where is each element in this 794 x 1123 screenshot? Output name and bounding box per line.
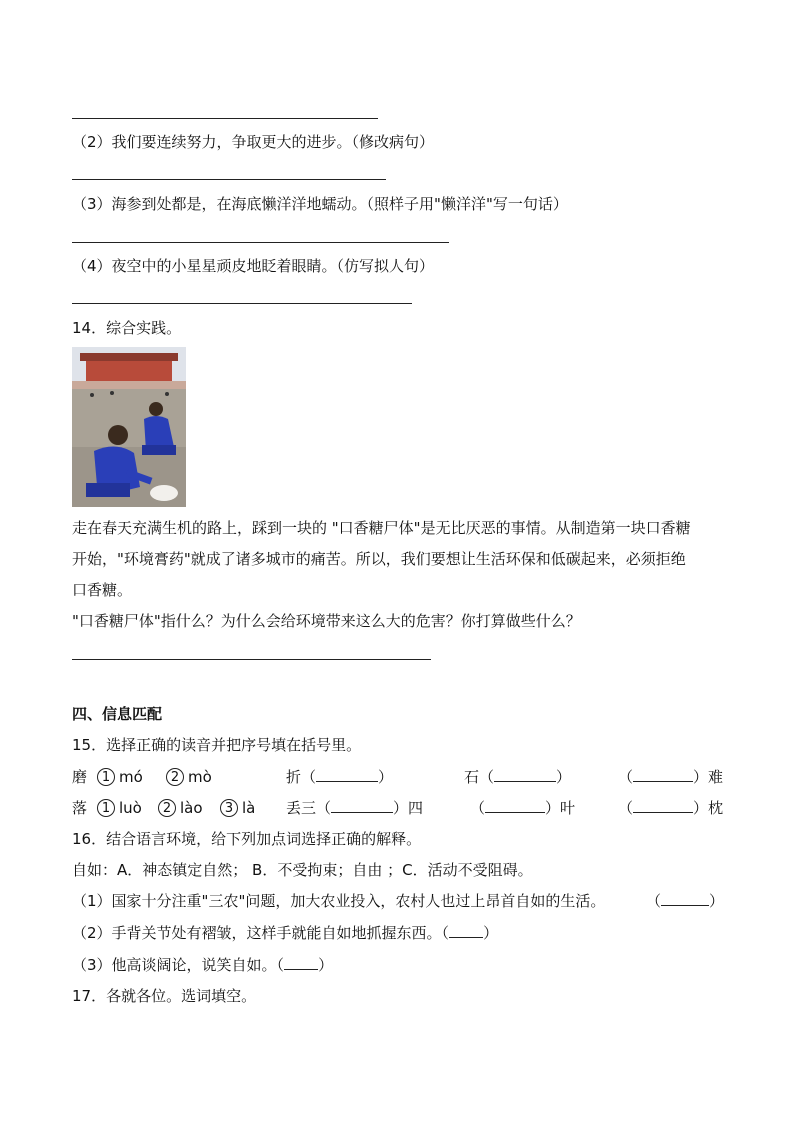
paren-open: （ [479,768,495,786]
worker-2-legs [142,445,176,455]
option-number: 1 [97,799,115,817]
paren-open: （ [316,799,332,817]
q15-row2-char: 落 [72,799,88,817]
word: 难 [708,768,724,786]
word: 折 [286,768,302,786]
q15-row2-blank-2 [470,798,575,818]
option-pinyin: mò [188,768,212,786]
q16-item-1-text: （1）国家十分注重"三农"问题，加大农业投入，农村人也过上昂首自如的生活。 [72,892,606,910]
fill-blank[interactable] [284,955,318,970]
paren-close: ） [693,799,709,817]
answer-line-4[interactable] [72,303,412,304]
fill-blank[interactable] [331,798,393,813]
q14-question: "口香糖尸体"指什么？为什么会给环境带来这么大的危害？你打算做些什么？ [72,612,581,630]
option-number: 1 [97,768,115,786]
q16-item-1-answer [646,891,724,911]
q16-item-1 [72,891,605,911]
word: 石 [464,768,480,786]
q16-item-2-text: （2）手背关节处有褶皱，这样手就能自如地抓握东西。 [72,924,442,942]
worker-2-head [149,402,163,416]
q15-row1-blank-1 [286,767,393,787]
option-pinyin: mó [119,768,143,786]
paren-open: （ [441,924,450,942]
q15-row2-option-1 [97,798,142,818]
paren-close: ） [393,799,409,817]
photo-gate-wall [86,361,172,383]
fill-blank[interactable] [633,767,693,782]
fill-blank[interactable] [449,923,483,938]
paren-open: （ [276,956,285,974]
gum-bag [150,485,178,501]
bg-person [90,393,94,397]
paren-close: ） [483,924,499,942]
word: 丢三 [286,799,317,817]
paren-open: （ [646,892,662,910]
answer-line-2[interactable] [72,179,386,180]
q14-title: 14．综合实践。 [72,319,182,337]
q17-title: 17．各就各位。选词填空。 [72,987,257,1005]
worker-1-head [108,425,128,445]
q15-row1-char: 磨 [72,768,88,786]
option-pinyin: lào [180,799,203,817]
fill-blank[interactable] [485,798,545,813]
q15-row1-blank-2 [464,767,571,787]
fill-blank[interactable] [494,767,556,782]
q16-item-3 [72,955,333,975]
q15-row2-option-2 [158,798,203,818]
bg-person [165,392,169,396]
option-pinyin: luò [119,799,142,817]
fill-blank[interactable] [633,798,693,813]
q15-row2-option-3 [220,798,255,818]
word: 枕 [708,799,724,817]
answer-line-3[interactable] [72,242,449,243]
section-4-title: 四、信息匹配 [72,705,163,723]
q15-row1-option-2 [166,767,212,787]
q14-passage-line-1: 走在春天充满生机的路上，踩到一块的 "口香糖尸体"是无比厌恶的事情。从制造第一块口香糖 [72,519,691,537]
q16-definitions: 自如：A．神态镇定自然； B．不受拘束；自由 ；C．活动不受阻碍。 [72,861,533,879]
worker-1-legs [86,483,130,497]
q15-row1-blank-3 [618,767,723,787]
option-number: 2 [158,799,176,817]
option-number: 2 [166,768,184,786]
answer-line-5[interactable] [72,659,431,660]
q16-title: 16．结合语言环境，给下列加点词选择正确的解释。 [72,830,422,848]
paren-close: ） [709,892,725,910]
paren-open: （ [301,768,317,786]
q13-item-4: （4）夜空中的小星星顽皮地眨着眼睛。（仿写拟人句） [72,257,435,275]
paren-open: （ [618,768,634,786]
q15-row2-blank-1 [286,798,423,818]
paren-open: （ [470,799,486,817]
q15-title: 15．选择正确的读音并把序号填在括号里。 [72,736,362,754]
q16-item-2 [72,923,498,943]
paren-close: ） [693,768,709,786]
paren-close: ） [378,768,394,786]
photo-gate-base [72,381,186,389]
answer-line-1[interactable] [72,118,378,119]
fill-blank[interactable] [316,767,378,782]
q14-passage-line-2: 开始，"环境膏药"就成了诸多城市的痛苦。所以，我们要想让生活环保和低碳起来，必须拒绝 [72,550,686,568]
fill-blank[interactable] [661,891,709,906]
q15-row2-blank-3 [618,798,723,818]
word: 四 [408,799,424,817]
workers-photo [72,347,186,507]
q13-item-3: （3）海参到处都是，在海底懒洋洋地蠕动。（照样子用"懒洋洋"写一句话） [72,195,568,213]
bg-person [110,391,114,395]
workers-photo-illustration [72,347,186,507]
photo-gate-roof [80,353,178,361]
q13-item-2: （2）我们要连续努力，争取更大的进步。（修改病句） [72,133,435,151]
paren-close: ） [318,956,334,974]
word: 叶 [560,799,576,817]
option-number: 3 [220,799,238,817]
option-pinyin: là [242,799,256,817]
paren-close: ） [556,768,572,786]
q15-row1-option-1 [97,767,143,787]
paren-close: ） [545,799,561,817]
q16-item-3-text: （3）他高谈阔论，说笑自如。 [72,956,277,974]
paren-open: （ [618,799,634,817]
q14-passage-line-3: 口香糖。 [72,581,133,599]
